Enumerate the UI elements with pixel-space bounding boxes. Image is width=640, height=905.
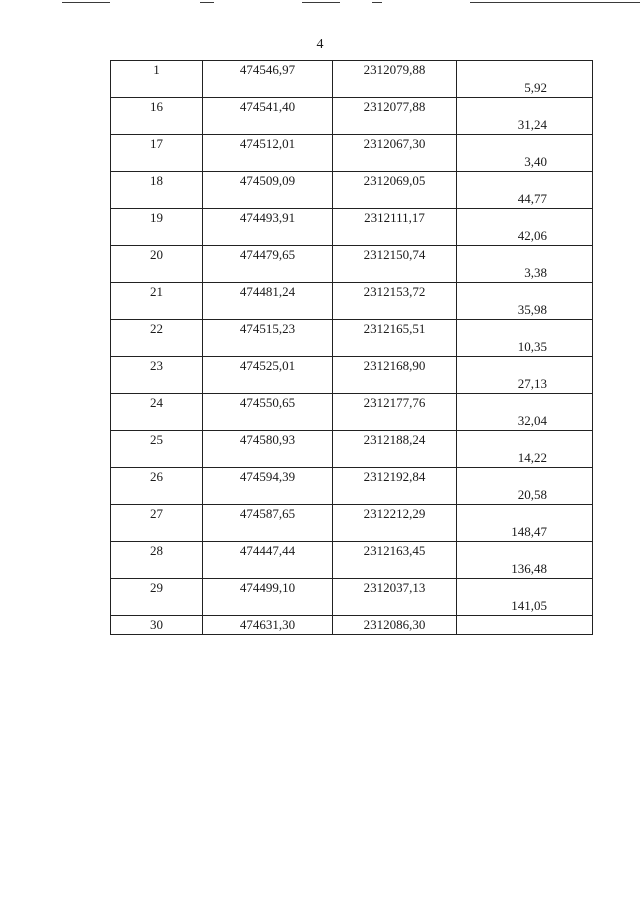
empty-cell	[111, 449, 203, 468]
coordinate-y-cell: 2312163,45	[333, 542, 457, 561]
coordinate-x-cell: 474594,39	[203, 468, 333, 487]
empty-cell	[111, 116, 203, 135]
empty-cell	[203, 449, 333, 468]
point-number-cell: 28	[111, 542, 203, 561]
segment-length-cell: 141,05	[457, 597, 593, 616]
point-number-cell: 29	[111, 579, 203, 598]
empty-cell	[111, 153, 203, 172]
table-row-segment	[111, 560, 593, 579]
table-row-point	[111, 246, 593, 265]
coordinate-x-cell: 474546,97	[203, 61, 333, 80]
table-row-point	[111, 579, 593, 598]
table-row-point	[111, 320, 593, 339]
segment-length-cell: 32,04	[457, 412, 593, 431]
empty-cell	[203, 375, 333, 394]
coordinate-x-cell: 474447,44	[203, 542, 333, 561]
table-row-point	[111, 209, 593, 228]
empty-cell	[111, 486, 203, 505]
coordinate-y-cell: 2312069,05	[333, 172, 457, 191]
coordinates-table-body	[111, 61, 593, 635]
point-number-cell: 1	[111, 61, 203, 80]
coordinate-y-cell: 2312177,76	[333, 394, 457, 413]
segment-length-cell: 3,40	[457, 153, 593, 172]
table-row-segment	[111, 338, 593, 357]
segment-length-cell-empty	[457, 283, 593, 302]
segment-length-cell-empty	[457, 98, 593, 117]
scan-artifact-top	[0, 0, 640, 6]
coordinate-y-cell: 2312111,17	[333, 209, 457, 228]
empty-cell	[111, 301, 203, 320]
coordinates-table	[110, 60, 593, 635]
table-row-segment	[111, 116, 593, 135]
coordinate-y-cell: 2312188,24	[333, 431, 457, 450]
table-row-point	[111, 283, 593, 302]
empty-cell	[333, 375, 457, 394]
empty-cell	[333, 523, 457, 542]
coordinate-y-cell: 2312153,72	[333, 283, 457, 302]
empty-cell	[333, 227, 457, 246]
segment-length-cell-empty	[457, 616, 593, 635]
point-number-cell: 22	[111, 320, 203, 339]
table-row-segment	[111, 449, 593, 468]
empty-cell	[111, 375, 203, 394]
segment-length-cell: 148,47	[457, 523, 593, 542]
table-row-segment	[111, 375, 593, 394]
coordinate-y-cell: 2312067,30	[333, 135, 457, 154]
segment-length-cell: 10,35	[457, 338, 593, 357]
empty-cell	[111, 412, 203, 431]
coordinate-y-cell: 2312165,51	[333, 320, 457, 339]
segment-length-cell: 42,06	[457, 227, 593, 246]
table-row-point	[111, 394, 593, 413]
segment-length-cell-empty	[457, 394, 593, 413]
empty-cell	[111, 79, 203, 98]
empty-cell	[203, 338, 333, 357]
empty-cell	[203, 190, 333, 209]
point-number-cell: 16	[111, 98, 203, 117]
table-row-segment	[111, 523, 593, 542]
segment-length-cell: 14,22	[457, 449, 593, 468]
point-number-cell: 27	[111, 505, 203, 524]
segment-length-cell-empty	[457, 320, 593, 339]
table-row-segment	[111, 301, 593, 320]
coordinate-x-cell: 474580,93	[203, 431, 333, 450]
coordinate-y-cell: 2312079,88	[333, 61, 457, 80]
segment-length-cell-empty	[457, 505, 593, 524]
coordinate-x-cell: 474631,30	[203, 616, 333, 635]
coordinate-x-cell: 474493,91	[203, 209, 333, 228]
segment-length-cell-empty	[457, 357, 593, 376]
coordinate-y-cell: 2312077,88	[333, 98, 457, 117]
coordinate-x-cell: 474509,09	[203, 172, 333, 191]
page-number: 4	[316, 37, 324, 52]
empty-cell	[111, 338, 203, 357]
segment-length-cell: 5,92	[457, 79, 593, 98]
empty-cell	[333, 79, 457, 98]
coordinate-y-cell: 2312212,29	[333, 505, 457, 524]
empty-cell	[203, 153, 333, 172]
empty-cell	[333, 560, 457, 579]
empty-cell	[111, 227, 203, 246]
coordinate-x-cell: 474479,65	[203, 246, 333, 265]
table-row-segment	[111, 412, 593, 431]
coordinate-y-cell: 2312192,84	[333, 468, 457, 487]
point-number-cell: 18	[111, 172, 203, 191]
empty-cell	[333, 190, 457, 209]
table-row-segment	[111, 486, 593, 505]
empty-cell	[203, 264, 333, 283]
point-number-cell: 24	[111, 394, 203, 413]
empty-cell	[333, 153, 457, 172]
empty-cell	[111, 597, 203, 616]
coordinate-y-cell: 2312150,74	[333, 246, 457, 265]
segment-length-cell-empty	[457, 61, 593, 80]
table-row-point	[111, 616, 593, 635]
table-row-segment	[111, 153, 593, 172]
point-number-cell: 19	[111, 209, 203, 228]
segment-length-cell-empty	[457, 172, 593, 191]
segment-length-cell-empty	[457, 135, 593, 154]
empty-cell	[111, 264, 203, 283]
coordinate-x-cell: 474525,01	[203, 357, 333, 376]
empty-cell	[203, 227, 333, 246]
empty-cell	[203, 597, 333, 616]
empty-cell	[203, 523, 333, 542]
coordinate-x-cell: 474499,10	[203, 579, 333, 598]
table-row-segment	[111, 190, 593, 209]
empty-cell	[111, 523, 203, 542]
coordinate-y-cell: 2312168,90	[333, 357, 457, 376]
coordinate-x-cell: 474541,40	[203, 98, 333, 117]
empty-cell	[203, 301, 333, 320]
coordinate-x-cell: 474515,23	[203, 320, 333, 339]
table-row-point	[111, 431, 593, 450]
segment-length-cell: 3,38	[457, 264, 593, 283]
segment-length-cell: 27,13	[457, 375, 593, 394]
point-number-cell: 30	[111, 616, 203, 635]
empty-cell	[333, 486, 457, 505]
empty-cell	[203, 412, 333, 431]
empty-cell	[333, 264, 457, 283]
empty-cell	[203, 560, 333, 579]
segment-length-cell-empty	[457, 468, 593, 487]
segment-length-cell-empty	[457, 246, 593, 265]
empty-cell	[333, 116, 457, 135]
table-row-point	[111, 505, 593, 524]
table-row-point	[111, 135, 593, 154]
segment-length-cell: 20,58	[457, 486, 593, 505]
empty-cell	[111, 190, 203, 209]
table-row-point	[111, 98, 593, 117]
table-row-segment	[111, 227, 593, 246]
table-row-segment	[111, 597, 593, 616]
table-row-point	[111, 172, 593, 191]
segment-length-cell-empty	[457, 431, 593, 450]
empty-cell	[333, 338, 457, 357]
empty-cell	[333, 449, 457, 468]
table-row-point	[111, 542, 593, 561]
table-row-segment	[111, 264, 593, 283]
segment-length-cell: 136,48	[457, 560, 593, 579]
point-number-cell: 25	[111, 431, 203, 450]
point-number-cell: 23	[111, 357, 203, 376]
table-row-point	[111, 357, 593, 376]
table-row-point	[111, 61, 593, 80]
empty-cell	[203, 486, 333, 505]
point-number-cell: 20	[111, 246, 203, 265]
empty-cell	[333, 301, 457, 320]
coordinate-x-cell: 474550,65	[203, 394, 333, 413]
coordinate-x-cell: 474587,65	[203, 505, 333, 524]
coordinate-x-cell: 474512,01	[203, 135, 333, 154]
segment-length-cell: 44,77	[457, 190, 593, 209]
point-number-cell: 17	[111, 135, 203, 154]
table-row-segment	[111, 79, 593, 98]
coordinate-y-cell: 2312086,30	[333, 616, 457, 635]
point-number-cell: 26	[111, 468, 203, 487]
segment-length-cell-empty	[457, 579, 593, 598]
segment-length-cell: 31,24	[457, 116, 593, 135]
coordinate-x-cell: 474481,24	[203, 283, 333, 302]
table-row-point	[111, 468, 593, 487]
segment-length-cell-empty	[457, 542, 593, 561]
empty-cell	[333, 597, 457, 616]
coordinate-y-cell: 2312037,13	[333, 579, 457, 598]
segment-length-cell-empty	[457, 209, 593, 228]
empty-cell	[333, 412, 457, 431]
segment-length-cell: 35,98	[457, 301, 593, 320]
empty-cell	[203, 116, 333, 135]
empty-cell	[111, 560, 203, 579]
point-number-cell: 21	[111, 283, 203, 302]
empty-cell	[203, 79, 333, 98]
